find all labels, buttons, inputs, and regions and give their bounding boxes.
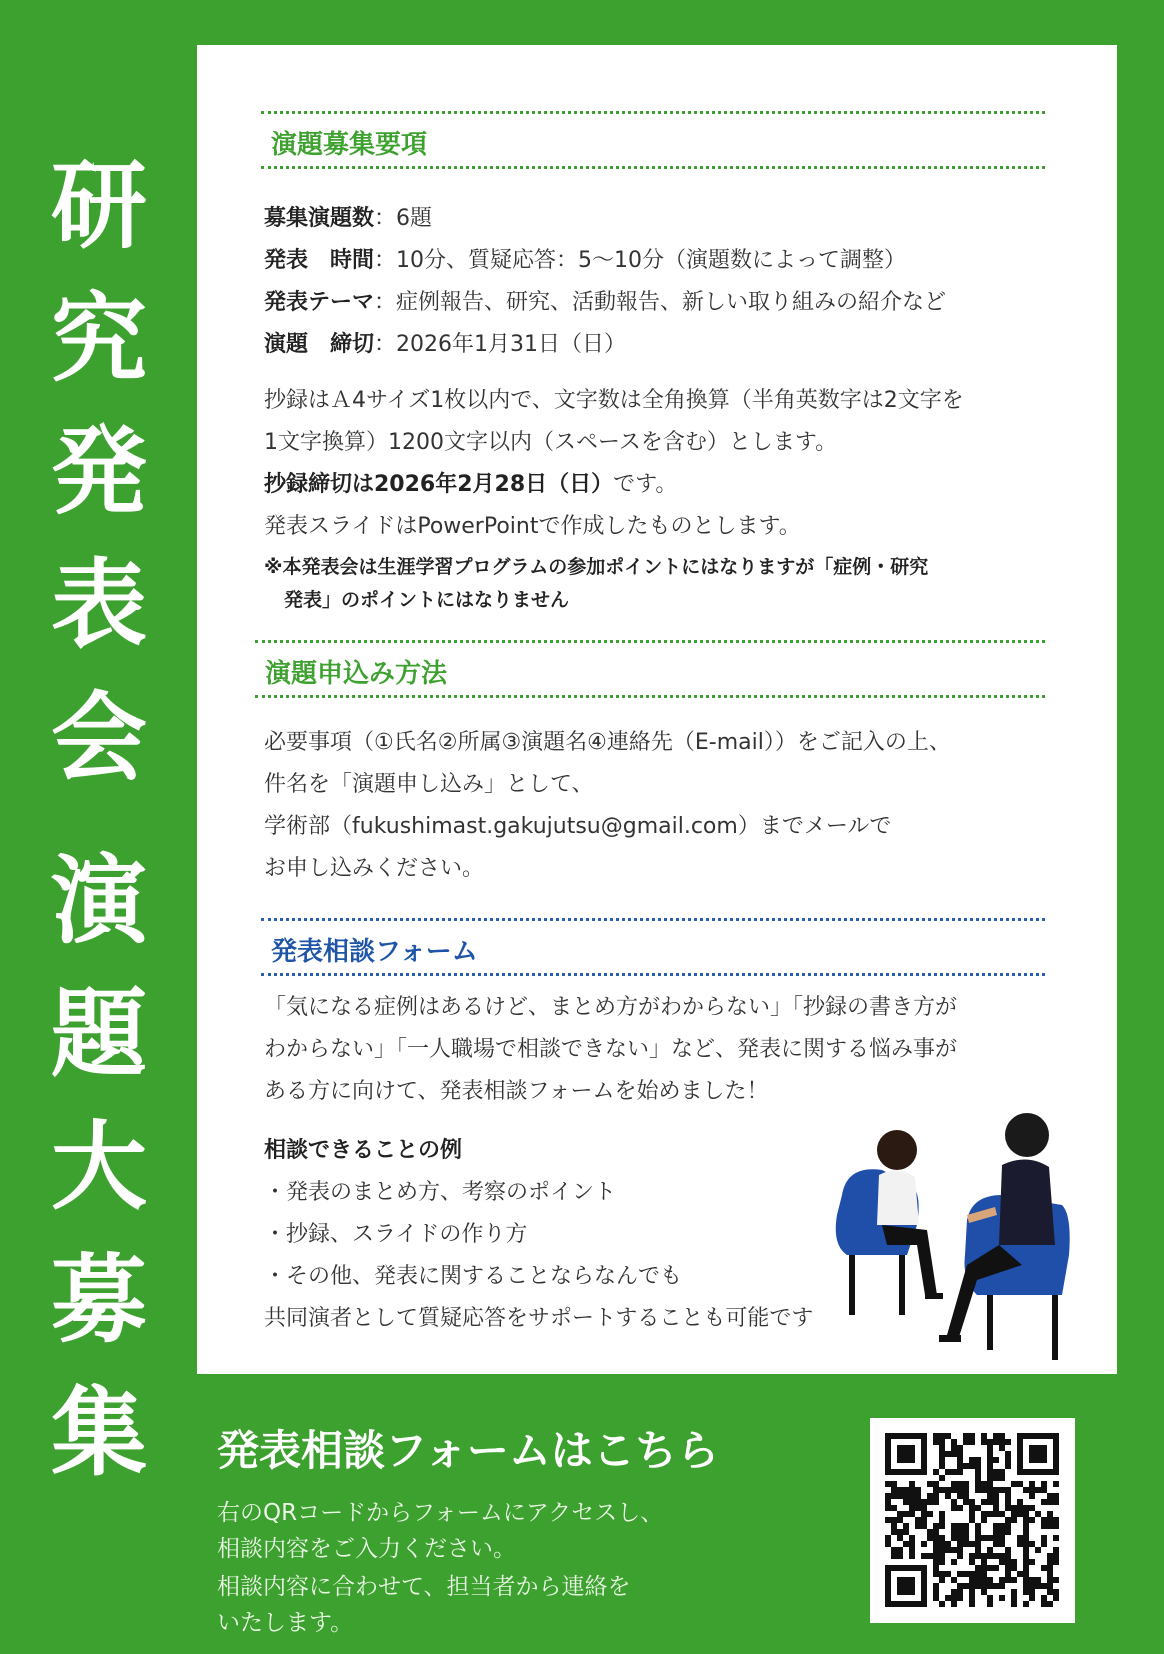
example-item: ・発表のまとめ方、考察のポイント — [264, 1180, 617, 1205]
info-value: ：6題 — [374, 206, 433, 231]
form-title: 発表相談フォームはこちら — [217, 1426, 719, 1475]
vertical-title — [44, 140, 154, 1500]
info-row — [264, 243, 906, 274]
info-row — [264, 285, 946, 316]
section-heading-consultation — [261, 918, 1045, 976]
info-value: ：2026年1月31日（日） — [374, 332, 626, 357]
info-value: ：10分、質疑応答：5〜10分（演題数によって調整） — [374, 248, 907, 273]
section-heading-text: 発表相談フォーム — [271, 937, 478, 967]
title-char: 大 — [51, 1111, 147, 1223]
info-label: 募集演題数 — [264, 206, 375, 231]
info-label: 発表テーマ — [264, 290, 375, 315]
paragraph-line: 学術部（fukushimast.gakujutsu@gmail.com）までメールで — [264, 814, 892, 839]
paragraph-line: 件名を「演題申し込み」として、 — [264, 772, 594, 797]
section-heading-text: 演題申込み方法 — [265, 659, 448, 689]
qr-code-icon — [870, 1418, 1075, 1623]
examples-heading: 相談できることの例 — [264, 1138, 463, 1163]
title-char: 研 — [51, 150, 147, 262]
paragraph-line: 「気になる症例はあるけど、まとめ方がわからない」「抄録の書き方が — [264, 995, 958, 1020]
deadline-tail: です。 — [613, 472, 678, 497]
note-line: 発表」のポイントにはなりません — [284, 589, 570, 611]
paragraph-line: 発表スライドはPowerPointで作成したものとします。 — [264, 514, 801, 539]
paragraph-line: 1文字換算）1200文字以内（スペースを含む）とします。 — [264, 430, 838, 455]
info-row — [264, 327, 626, 358]
example-item: ・その他、発表に関することならなんでも — [264, 1264, 683, 1289]
title-char: 演 — [51, 845, 147, 957]
title-char: 題 — [51, 978, 147, 1090]
title-char: 会 — [51, 682, 147, 794]
info-label: 発表 時間 — [264, 248, 375, 273]
deadline-line — [264, 467, 677, 498]
paragraph-line: 共同演者として質疑応答をサポートすることも可能です — [264, 1306, 814, 1331]
form-description-line: 相談内容をご入力ください。 — [217, 1536, 516, 1562]
title-char: 発 — [51, 416, 147, 528]
paragraph-line: ある方に向けて、発表相談フォームを始めました！ — [264, 1079, 769, 1104]
form-description-line: 右のQRコードからフォームにアクセスし、 — [217, 1500, 664, 1526]
qr-code[interactable] — [870, 1418, 1075, 1623]
section-heading-text: 演題募集要項 — [271, 130, 428, 160]
deadline-bold: 抄録締切は2026年2月28日（日） — [264, 472, 614, 497]
title-char: 究 — [51, 283, 147, 395]
paragraph-line: お申し込みください。 — [264, 856, 485, 881]
content-panel — [197, 45, 1117, 1374]
note-line: ※本発表会は生涯学習プログラムの参加ポイントにはなりますが「症例・研究 — [264, 556, 929, 578]
title-char: 集 — [51, 1377, 147, 1489]
title-char: 募 — [51, 1244, 147, 1356]
info-label: 演題 締切 — [264, 332, 375, 357]
example-item: ・抄録、スライドの作り方 — [264, 1222, 528, 1247]
section-heading-application — [255, 640, 1045, 698]
info-row — [264, 201, 432, 232]
info-value: ：症例報告、研究、活動報告、新しい取り組みの紹介など — [374, 290, 947, 315]
form-description-line: いたします。 — [217, 1610, 354, 1636]
title-char: 表 — [51, 549, 147, 661]
paragraph-line: 必要事項（①氏名②所属③演題名④連絡先（E-mail））をご記入の上、 — [264, 730, 951, 755]
section-heading-recruitment — [261, 111, 1045, 169]
paragraph-line: わからない」「一人職場で相談できない」など、発表に関する悩み事が — [264, 1037, 958, 1062]
form-description-line: 相談内容に合わせて、担当者から連絡を — [217, 1574, 631, 1600]
paragraph-line: 抄録はＡ4サイズ1枚以内で、文字数は全角換算（半角英数字は2文字を — [264, 388, 964, 413]
consultation-illustration — [827, 1095, 1087, 1375]
